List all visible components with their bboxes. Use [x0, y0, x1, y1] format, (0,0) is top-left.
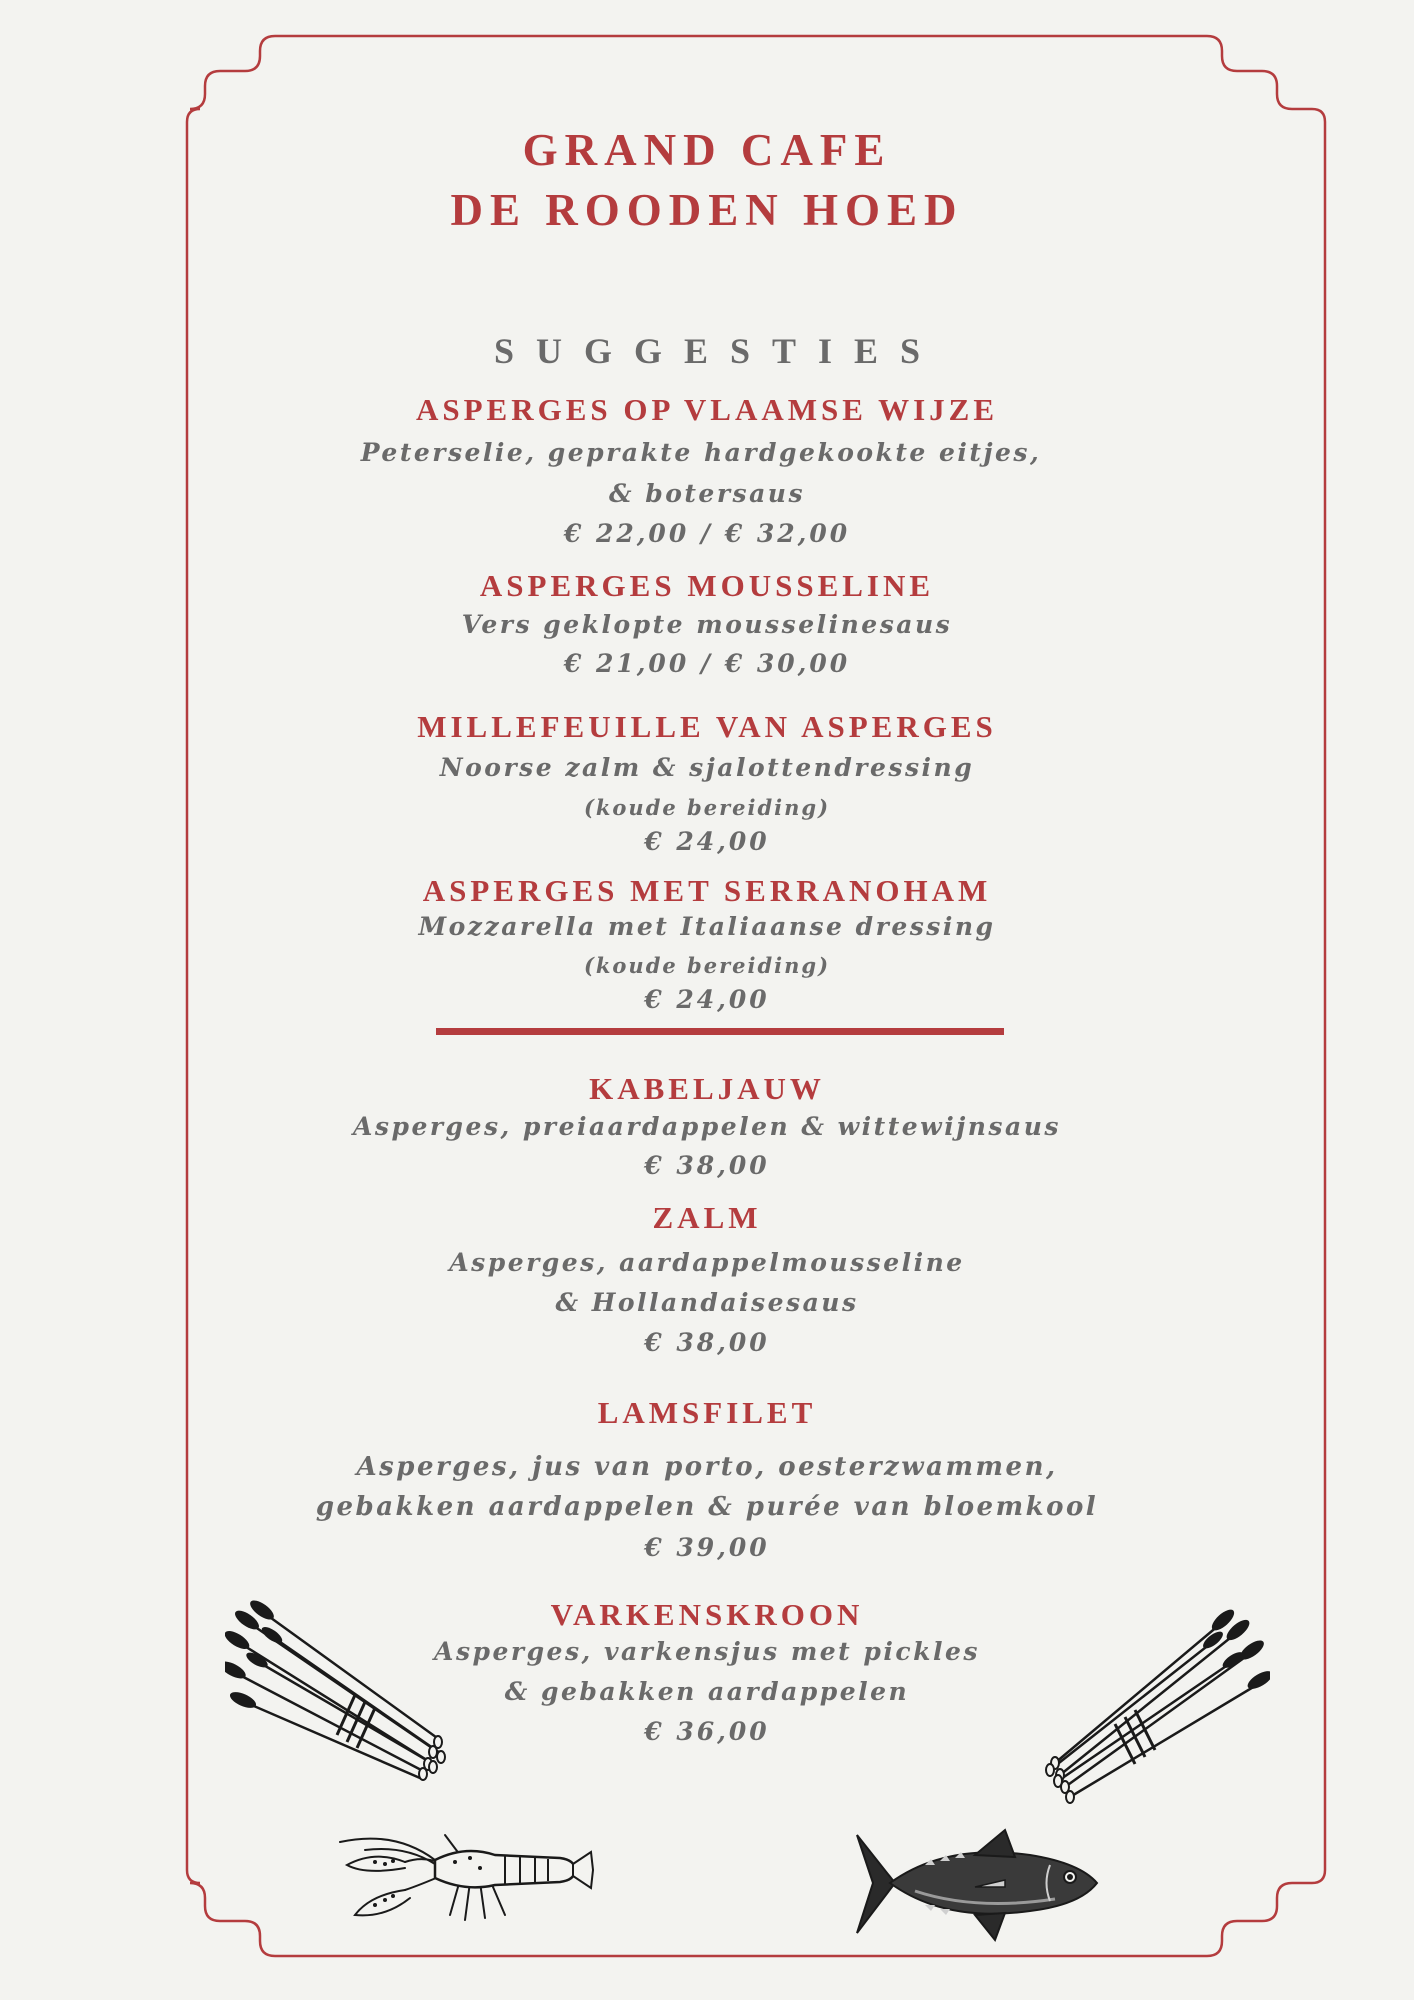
dish-price: € 21,00 / € 30,00 — [563, 649, 851, 678]
dish-name: ASPERGES MOUSSELINE — [479, 568, 935, 603]
dish-price: € 39,00 — [644, 1533, 770, 1562]
dish-name: MILLEFEUILLE VAN ASPERGES — [417, 709, 997, 744]
dish-description: Asperges, aardappelmousseline — [449, 1248, 965, 1277]
restaurant-name-line1: GRAND CAFE — [522, 125, 892, 175]
dish-name: VARKENSKROON — [550, 1597, 864, 1632]
dish-description: & Hollandaisesaus — [555, 1288, 859, 1317]
dish-description: Vers geklopte mousselinesaus — [461, 610, 953, 639]
dish-description: Asperges, preiaardappelen & wittewijnsaus — [353, 1112, 1061, 1141]
dish-description: gebakken aardappelen & purée van bloemkool — [315, 1492, 1099, 1522]
section-divider — [436, 1028, 1004, 1035]
restaurant-name-line2: DE ROODEN HOED — [450, 185, 964, 235]
dish-price: € 36,00 — [644, 1717, 770, 1746]
dish-name: ZALM — [652, 1200, 762, 1235]
dish-description: Peterselie, geprakte hardgekookte eitjes, — [360, 438, 1042, 467]
dish-price: € 24,00 — [644, 827, 770, 856]
dish-description: Noorse zalm & sjalottendressing — [439, 753, 975, 782]
dish-description: & botersaus — [608, 479, 806, 508]
dish-note: (koude bereiding) — [583, 795, 831, 820]
lobster-icon — [335, 1820, 595, 1930]
dish-description: Asperges, varkensjus met pickles — [434, 1637, 980, 1666]
dish-name: ASPERGES OP VLAAMSE WIJZE — [415, 392, 999, 427]
fish-icon — [855, 1825, 1100, 1945]
dish-note: (koude bereiding) — [583, 953, 831, 978]
dish-name: LAMSFILET — [597, 1395, 817, 1430]
dish-price: € 24,00 — [644, 985, 770, 1014]
asparagus-bundle-left-icon — [225, 1600, 455, 1790]
dish-name: ASPERGES MET SERRANOHAM — [422, 873, 992, 908]
asparagus-bundle-right-icon — [1040, 1605, 1270, 1805]
dish-price: € 22,00 / € 32,00 — [563, 519, 851, 548]
dish-price: € 38,00 — [644, 1151, 770, 1180]
dish-description: Asperges, jus van porto, oesterzwammen, — [356, 1452, 1058, 1482]
dish-description: Mozzarella met Italiaanse dressing — [418, 912, 996, 941]
dish-name: KABELJAUW — [589, 1071, 825, 1106]
dish-price: € 38,00 — [644, 1328, 770, 1357]
dish-description: & gebakken aardappelen — [504, 1677, 910, 1706]
section-title: SUGGESTIES — [493, 331, 943, 371]
